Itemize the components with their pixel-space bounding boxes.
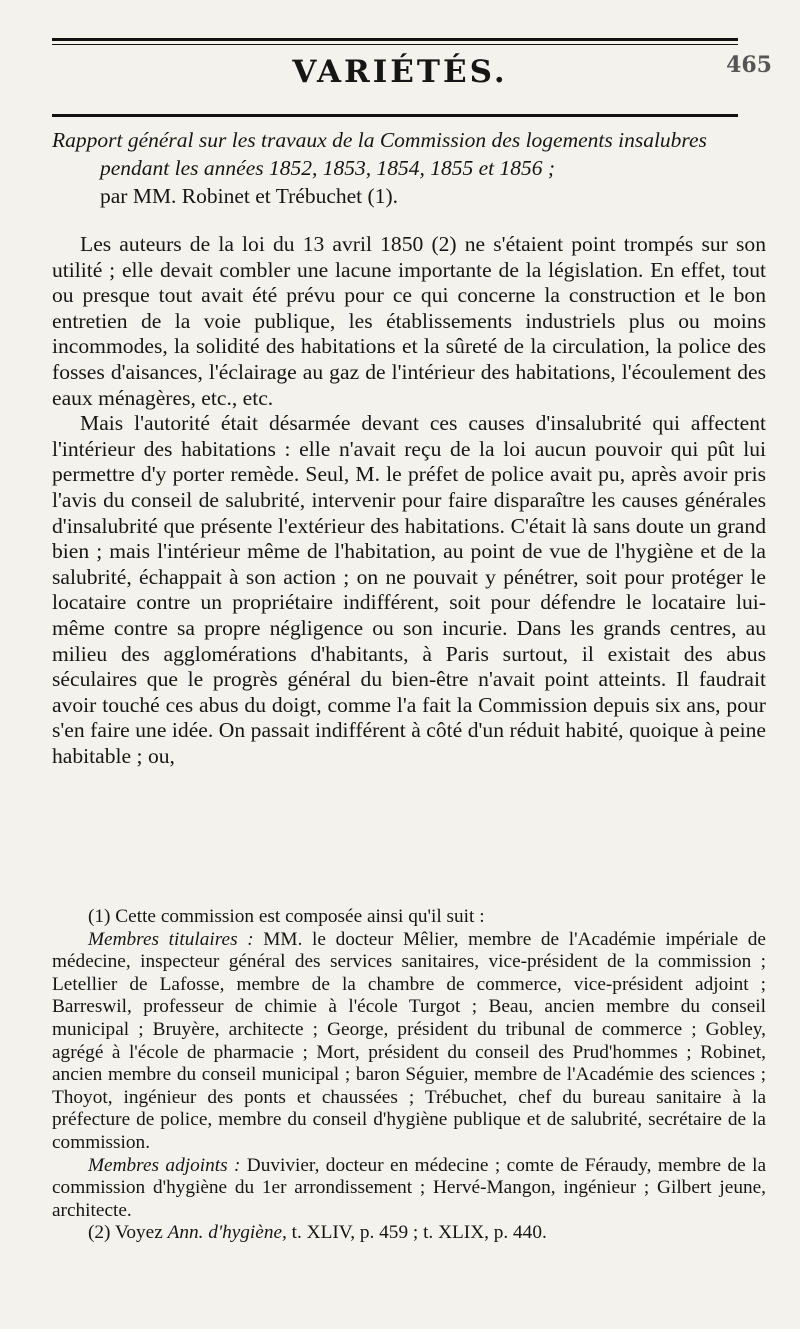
footnote-2-reference: t. XLIV, p. 459 ; t. XLIX, p. 440. xyxy=(286,1222,547,1244)
article-body xyxy=(52,232,766,769)
footnote-2-journal: Ann. d'hygiène, xyxy=(167,1222,287,1244)
section-title: VARIÉTÉS. xyxy=(292,54,508,90)
article-title-text: Rapport général sur les travaux de la Commission des logements insalubres pendant les années 1852, 1853, 1854, 1855 et 1856 ; xyxy=(52,128,707,180)
titulaires-text: MM. le docteur Mêlier, membre de l'Académie impériale de médecine, inspecteur général des services sanitaires, vice-président de la commission ; Letellier de Lafosse, membre de la chambre de commerce, vice-président adjoint ; Barreswil, professeur de chimie à l'école Turgot ; Beau, ancien membre du conseil municipal ; Bruyère, architecte ; George, président du tribunal de commerce ; Gobley, agrégé à l'école de pharmacie ; Mort, président du conseil des Prud'hommes ; Robinet, ancien membre du conseil municipal ; baron Séguier, membre de l'Académie des sciences ; Thoyot, ingénieur des ponts et chaussées ; Trébuchet, chef du bureau sanitaire à la préfecture de police, membre du conseil d'hygiène publique et de salubrité, secrétaire de la commission. xyxy=(52,928,766,1153)
page-number: 465 xyxy=(726,52,772,78)
footnote-1-adjoints xyxy=(52,1155,766,1223)
footnote-1-titulaires xyxy=(52,929,766,1155)
top-rule xyxy=(52,38,738,41)
footnotes xyxy=(52,906,766,1245)
titulaires-label: Membres titulaires : xyxy=(88,928,254,950)
adjoints-text: Duvivier, docteur en médecine ; comte de Féraudy, membre de la commission d'hygiène du 1er arrondissement ; Hervé-Mangon, ingénieur ; Gilbert jeune, architecte. xyxy=(52,1154,766,1221)
header-bottom-rule xyxy=(52,114,738,117)
article-authors: par MM. Robinet et Trébuchet (1). xyxy=(100,184,398,208)
article-title xyxy=(52,126,764,210)
body-paragraph-1: Les auteurs de la loi du 13 avril 1850 (2) ne s'étaient point trompés sur son utilité ; elle devait combler une lacune importante de la législation. En effet, tout ou presque tout avait été prévu pour ce qui concerne la construction et le bon entretien de la voie publique, les établissements industriels plus ou moins incommodes, la solidité des habitations et la sûreté de la circulation, la police des fosses d'aisances, l'éclairage au gaz de l'intérieur des habitations, l'écoulement des eaux ménagères, etc., etc. xyxy=(52,232,766,410)
footnote-2-prefix: (2) Voyez xyxy=(88,1222,168,1244)
footnote-2 xyxy=(52,1222,766,1245)
body-paragraph-2: Mais l'autorité était désarmée devant ces causes d'insalubrité qui affectent l'intérieur des habitations : elle n'avait reçu de la loi aucun pouvoir qui pût lui permettre d'y porter remède. Seul, M. le préfet de police avait pu, après avoir pris l'avis du conseil de salubrité, intervenir pour faire disparaître les causes générales d'insalubrité que présente l'extérieur des habitations. C'était là sans doute un grand bien ; mais l'intérieur même de l'habitation, au point de vue de l'hygiène et de la salubrité, échappait à son action ; on ne pouvait y pénétrer, soit pour protéger le locataire contre un propriétaire indifférent, soit pour défendre le locataire lui-même contre sa propre négligence ou son incurie. Dans les grands centres, au milieu des agglomérations d'habitants, à Paris surtout, il existait des abus séculaires que le progrès général du bien-être n'avait point atteints. Il faudrait avoir touché ces abus du doigt, comme l'a fait la Commission depuis six ans, pour s'en faire une idée. On passait indifférent à côté d'un réduit habité, quoique à peine habitable ; ou, xyxy=(52,411,766,768)
top-thin-rule xyxy=(52,44,738,45)
adjoints-label: Membres adjoints : xyxy=(88,1154,241,1176)
footnote-1-intro: (1) Cette commission est composée ainsi qu'il suit : xyxy=(88,906,485,927)
